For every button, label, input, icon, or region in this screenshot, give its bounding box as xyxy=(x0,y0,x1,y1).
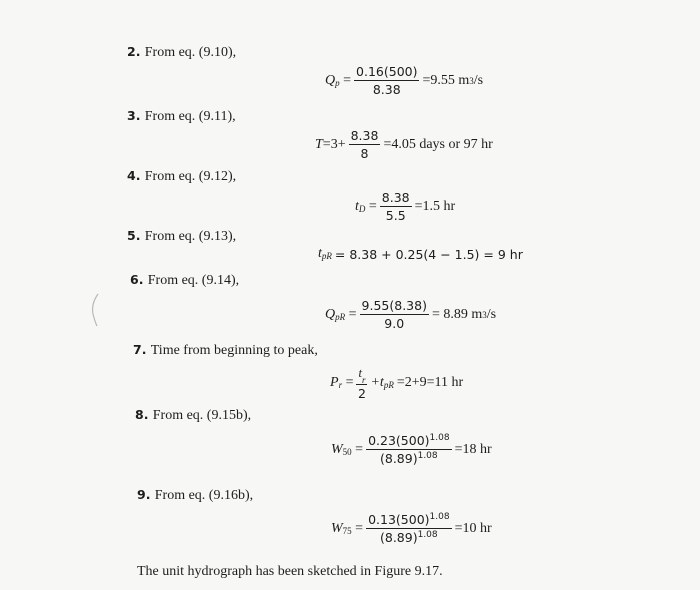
step-text: From eq. (9.10), xyxy=(144,45,237,60)
numerator-base: 0.23(500) xyxy=(368,433,430,449)
equation-pr xyxy=(330,366,463,401)
numerator: 8.38 xyxy=(381,190,410,205)
step-5-label xyxy=(127,228,236,245)
denominator-base: (8.89) xyxy=(380,451,418,467)
step-4-label xyxy=(127,168,236,185)
equals-sign: = xyxy=(365,198,377,214)
numerator xyxy=(356,366,367,385)
equals-sign: = xyxy=(342,375,354,391)
fraction xyxy=(380,190,412,223)
fraction xyxy=(354,64,419,97)
numerator-exponent: 1.08 xyxy=(429,433,450,443)
step-number: 8. xyxy=(135,407,149,422)
denominator: 8 xyxy=(360,146,369,161)
step-9-label xyxy=(137,487,253,504)
eq-lhs: P xyxy=(330,375,339,391)
eq-lhs: t xyxy=(355,198,359,214)
step-number: 7. xyxy=(133,342,147,357)
eq-mid-sub: pR xyxy=(383,380,394,391)
equals-sign: = xyxy=(351,441,364,457)
eq-mid-term: +t xyxy=(370,375,384,391)
step-6-label xyxy=(130,272,239,289)
eq-lhs: t xyxy=(318,246,322,261)
denominator xyxy=(380,450,438,466)
eq-rhs: = 8.38 + 0.25(4 − 1.5) = 9 hr xyxy=(334,246,523,262)
numerator-base: 0.13(500) xyxy=(368,512,430,528)
unit-tail: /s xyxy=(473,72,484,88)
eq-lhs-sub: p xyxy=(335,77,340,88)
numerator: 8.38 xyxy=(350,128,379,143)
eq-lhs: W xyxy=(331,520,343,536)
eq-prefix: =3+ xyxy=(322,136,346,152)
denominator: 9.0 xyxy=(384,316,405,331)
numerator-exponent: 1.08 xyxy=(429,512,450,522)
fraction xyxy=(360,298,429,331)
equation-qpr xyxy=(325,298,496,331)
equation-w50 xyxy=(331,433,492,466)
step-number: 2. xyxy=(127,44,141,59)
denominator-base: (8.89) xyxy=(380,530,418,546)
step-number: 4. xyxy=(127,168,141,183)
footer-text: The unit hydrograph has been sketched in Figure 9.17. xyxy=(137,564,443,579)
margin-mark xyxy=(88,292,102,328)
numerator xyxy=(366,433,452,450)
step-number: 9. xyxy=(137,487,151,502)
eq-result: =1.5 hr xyxy=(414,198,456,214)
step-number: 5. xyxy=(127,228,141,243)
denominator-exponent: 1.08 xyxy=(417,451,438,462)
eq-result: =18 hr xyxy=(454,441,492,457)
unit-tail: /s xyxy=(486,306,497,322)
equals-sign: = xyxy=(351,520,364,536)
eq-lhs: Q xyxy=(325,72,336,88)
eq-result: = 8.89 m xyxy=(431,306,483,322)
step-2-label xyxy=(127,44,236,61)
step-number: 6. xyxy=(130,272,144,287)
step-text: From eq. (9.12), xyxy=(144,169,237,184)
eq-result: =9.55 m xyxy=(422,72,470,88)
step-text: From eq. (9.16b), xyxy=(154,488,254,503)
eq-result: =4.05 days or 97 hr xyxy=(383,136,493,152)
fraction xyxy=(366,433,452,466)
numerator xyxy=(366,512,452,529)
fraction xyxy=(366,512,452,545)
step-7-label xyxy=(133,342,318,359)
eq-lhs: Q xyxy=(325,306,336,322)
numerator: 0.16(500) xyxy=(356,64,418,79)
eq-result: =10 hr xyxy=(454,520,492,536)
denominator: 5.5 xyxy=(385,208,406,223)
unit-exponent: 3 xyxy=(469,75,474,86)
eq-lhs: T xyxy=(315,136,323,152)
denominator: 8.38 xyxy=(372,82,401,97)
eq-lhs: W xyxy=(331,441,343,457)
step-number: 3. xyxy=(127,108,141,123)
step-text: From eq. (9.11), xyxy=(144,109,236,124)
denominator: 2 xyxy=(358,385,366,401)
step-text: From eq. (9.14), xyxy=(147,273,240,288)
equation-t xyxy=(315,128,493,161)
fraction xyxy=(349,128,381,161)
fraction xyxy=(356,366,367,401)
equals-sign: = xyxy=(339,72,352,88)
eq-lhs-sub: 50 xyxy=(342,446,352,457)
equation-tpr xyxy=(318,246,523,262)
step-8-label xyxy=(135,407,251,424)
equals-sign: = xyxy=(345,306,357,322)
numerator-var: t xyxy=(358,366,362,380)
equation-td xyxy=(355,190,455,223)
denominator xyxy=(380,529,438,545)
equation-w75 xyxy=(331,512,492,545)
eq-lhs-sub: pR xyxy=(321,251,332,261)
step-text: Time from beginning to peak, xyxy=(150,343,318,358)
unit-exponent: 3 xyxy=(482,309,487,320)
step-text: From eq. (9.13), xyxy=(144,229,237,244)
eq-lhs-sub: r xyxy=(338,380,343,391)
step-text: From eq. (9.15b), xyxy=(152,408,252,423)
numerator: 9.55(8.38) xyxy=(361,298,427,313)
eq-lhs-sub: D xyxy=(358,203,366,214)
numerator-sub: r xyxy=(361,374,366,385)
denominator-exponent: 1.08 xyxy=(417,530,438,541)
eq-lhs-sub: pR xyxy=(335,311,346,322)
step-3-label xyxy=(127,108,236,125)
eq-lhs-sub: 75 xyxy=(342,525,352,536)
eq-result: =2+9=11 hr xyxy=(396,375,464,391)
equation-qp xyxy=(325,64,483,97)
